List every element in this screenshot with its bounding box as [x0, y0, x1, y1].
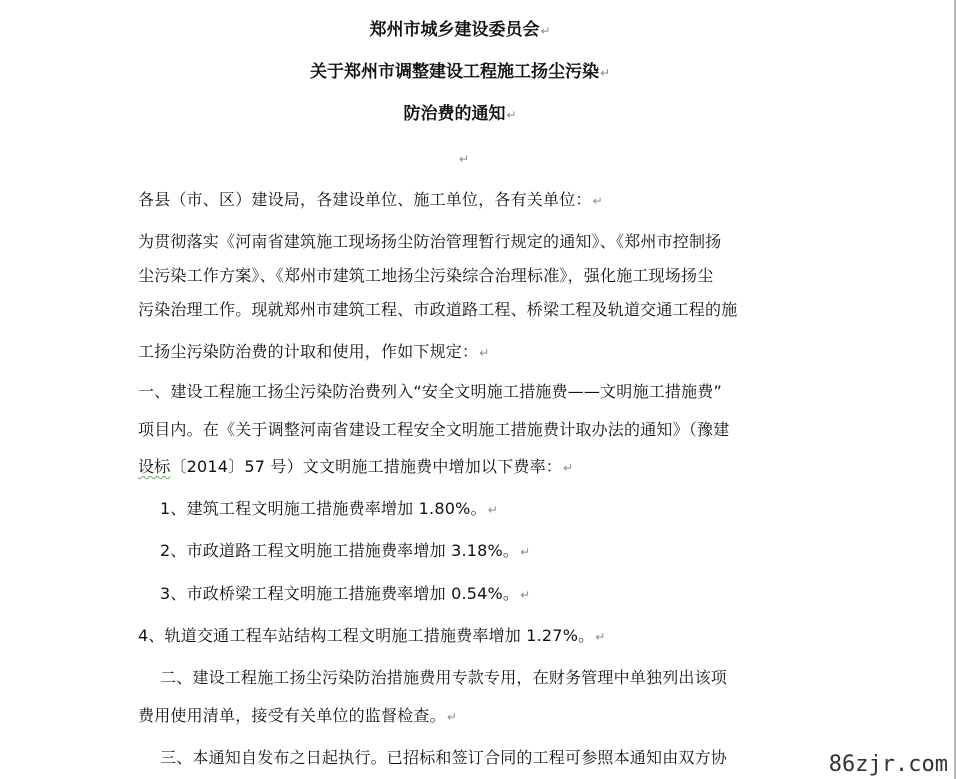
list-item [160, 541, 530, 562]
title-text: 防治费的通知 [403, 104, 506, 124]
intro-line-1: 为贯彻落实《河南省建筑施工现场扬尘防治管理暂行规定的通知》、《郑州市控制扬 [138, 232, 722, 251]
paragraph-mark-icon: ↵ [595, 630, 606, 644]
section2-line-2 [138, 706, 457, 727]
section2-line-1: 二、建设工程施工扬尘污染防治措施费用专款专用，在财务管理中单独列出该项 [160, 668, 728, 687]
section1-line-1: 一、建设工程施工扬尘污染防治费列入“安全文明施工措施费——文明施工措施费” [138, 382, 722, 401]
title-line-1 [0, 19, 920, 42]
list-item-text: 4、轨道交通工程车站结构工程文明施工措施费率增加 1.27%。 [138, 626, 595, 645]
paragraph-mark-icon: ↵ [487, 503, 498, 517]
intro-line-3: 污染治理工作。现就郑州市建筑工程、市政道路工程、桥梁工程及轨道交通工程的施 [138, 300, 738, 319]
paragraph-mark-icon: ↵ [592, 194, 603, 208]
paragraph-mark-icon: ↵ [459, 152, 470, 166]
paragraph-mark-icon: ↵ [506, 108, 517, 122]
paragraph-mark-icon: ↵ [520, 545, 531, 559]
intro-line-2: 尘污染工作方案》、《郑州市建筑工地扬尘污染综合治理标准》，强化施工现场扬尘 [138, 266, 714, 285]
paragraph-mark-icon: ↵ [479, 346, 490, 360]
title-text: 关于郑州市调整建设工程施工扬尘污染 [309, 62, 599, 82]
paragraph-mark-icon: ↵ [599, 66, 611, 80]
section1-line-2: 项目内。在《关于调整河南省建设工程安全文明施工措施费计取办法的通知》（豫建 [138, 420, 730, 439]
list-item [160, 584, 530, 605]
intro-line-4-text: 工扬尘污染防治费的计取和使用，作如下规定： [138, 342, 479, 361]
intro-line-4 [138, 342, 489, 363]
spellcheck-underline: 设标 [138, 457, 171, 476]
empty-paragraph [458, 148, 469, 169]
salutation [138, 190, 603, 211]
title-line-2 [0, 61, 920, 84]
title-text: 郑州市城乡建设委员会 [369, 20, 540, 40]
paragraph-mark-icon: ↵ [540, 24, 551, 38]
section2-line-2-text: 费用使用清单，接受有关单位的监督检查。 [138, 706, 446, 725]
paragraph-mark-icon: ↵ [562, 461, 574, 475]
list-item-text: 3、市政桥梁工程文明施工措施费率增加 0.54%。 [160, 584, 520, 603]
section1-line-3-text: 〔2014〕57 号）文文明施工措施费中增加以下费率： [170, 457, 562, 476]
list-item [160, 499, 498, 520]
section3-line-1: 三、本通知自发布之日起执行。已招标和签订合同的工程可参照本通知由双方协 [160, 748, 728, 767]
list-item-text: 1、建筑工程文明施工措施费率增加 1.80%。 [160, 499, 487, 518]
list-item [138, 626, 606, 647]
list-item-text: 2、市政道路工程文明施工措施费率增加 3.18%。 [160, 541, 520, 560]
title-line-3 [0, 103, 920, 126]
paragraph-mark-icon: ↵ [520, 588, 531, 602]
salutation-text: 各县（市、区）建设局，各建设单位、施工单位，各有关单位： [138, 190, 592, 209]
paragraph-mark-icon: ↵ [446, 710, 458, 724]
watermark: 86zjr.com [828, 752, 948, 777]
section1-line-3 [138, 457, 573, 478]
